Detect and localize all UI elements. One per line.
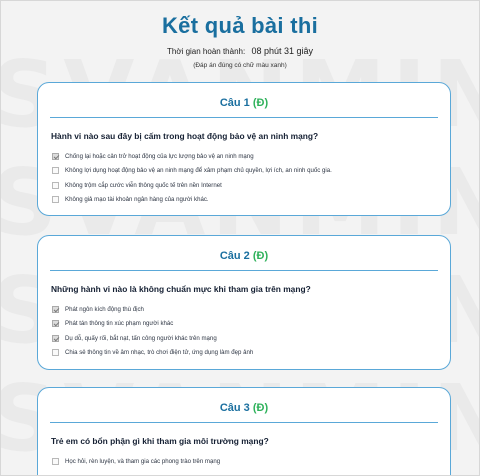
answer-option[interactable]	[52, 178, 436, 193]
correct-mark: (Đ)	[252, 402, 269, 414]
completion-time-value: 08 phút 31 giây	[251, 46, 313, 56]
answer-option[interactable]	[52, 302, 436, 317]
page-title: Kết quả bài thi	[161, 13, 319, 38]
checkbox[interactable]	[52, 153, 59, 160]
completion-time-label: Thời gian hoàn thành:	[167, 47, 246, 56]
checkbox[interactable]	[52, 349, 59, 356]
question-card-1	[37, 82, 451, 216]
option-list	[38, 302, 450, 360]
checkbox[interactable]	[52, 196, 59, 203]
answer-option-label: Chống lại hoặc cản trở hoạt động của lực lượng bảo vệ an ninh mạng	[65, 152, 254, 160]
answer-option[interactable]	[52, 164, 436, 179]
question-number: Câu 2 (Đ)	[219, 250, 269, 262]
answer-option[interactable]	[52, 331, 436, 346]
question-card-2	[37, 235, 451, 370]
question-text: Trẻ em có bổn phận gì khi tham gia môi trường mạng?	[51, 436, 269, 446]
answer-option-label: Không giả mạo tài khoản ngân hàng của người khác.	[65, 196, 209, 204]
result-header	[1, 1, 479, 69]
answer-option[interactable]	[52, 317, 436, 332]
answer-option-label: Dụ dỗ, quấy rối, bắt nạt, tấn công người khác trên mạng	[65, 334, 217, 342]
question-number: Câu 3 (Đ)	[219, 402, 269, 414]
answer-option-label: Không lợi dụng hoạt động bảo vệ an ninh mạng để xâm phạm chủ quyền, lợi ích, an ninh quốc gia.	[65, 167, 332, 175]
question-text: Hành vi nào sau đây bị cấm trong hoạt động bảo vệ an ninh mạng?	[51, 131, 319, 141]
answer-option[interactable]	[52, 454, 436, 469]
correct-mark: (Đ)	[252, 97, 269, 109]
answer-option[interactable]	[52, 346, 436, 361]
answer-option[interactable]	[52, 149, 436, 164]
answer-note: (Đáp án đúng có chữ màu xanh)	[193, 62, 287, 69]
answer-option-label: Không trộm cắp cước viễn thông quốc tế trên nền Internet	[65, 181, 222, 189]
correct-mark: (Đ)	[252, 250, 269, 262]
question-text: Những hành vi nào là không chuẩn mực khi tham gia trên mạng?	[51, 284, 311, 294]
checkbox[interactable]	[52, 167, 59, 174]
answer-option-label: Phát ngôn kích động thù địch	[65, 305, 144, 313]
question-card-3	[37, 387, 451, 476]
checkbox[interactable]	[52, 458, 59, 465]
answer-option-label: Phát tán thông tin xúc phạm người khác	[65, 320, 174, 328]
question-number: Câu 1 (Đ)	[219, 97, 269, 109]
option-list	[38, 149, 450, 207]
answer-option[interactable]	[52, 193, 436, 208]
checkbox[interactable]	[52, 320, 59, 327]
option-list	[38, 454, 450, 469]
completion-time	[1, 46, 479, 56]
checkbox[interactable]	[52, 182, 59, 189]
answer-option-label: Chia sẻ thông tin về âm nhạc, trò chơi điện tử, ứng dụng làm đẹp ảnh	[65, 349, 254, 357]
checkbox[interactable]	[52, 306, 59, 313]
checkbox[interactable]	[52, 335, 59, 342]
answer-option-label: Học hỏi, rèn luyện, và tham gia các phong trào trên mạng	[65, 457, 221, 465]
